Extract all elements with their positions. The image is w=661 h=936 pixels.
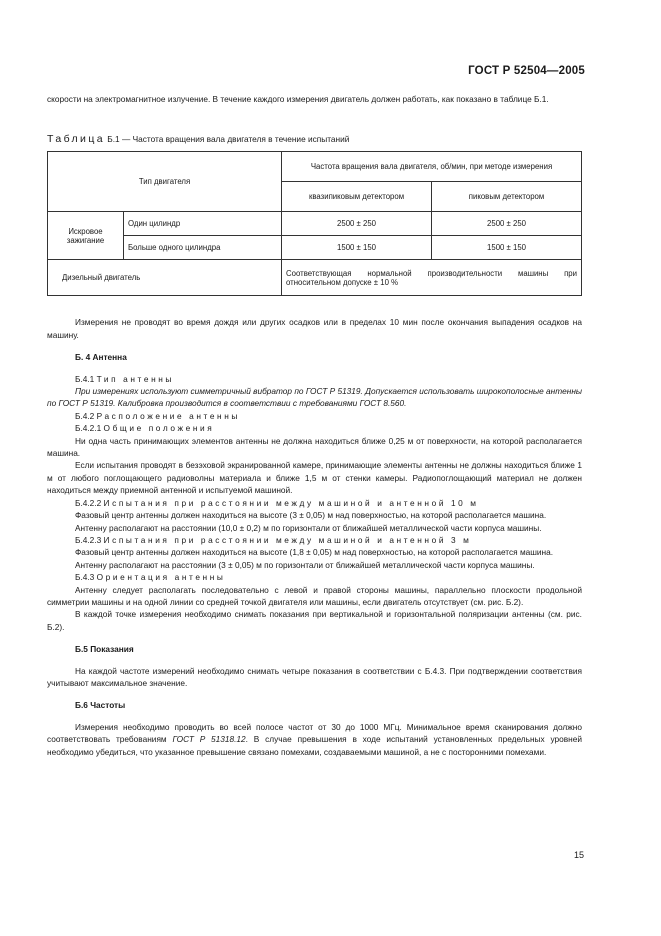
b42-title: Расположение антенны — [96, 410, 240, 421]
row-multi-cylinder: Больше одного цилиндра — [124, 236, 282, 260]
header-frequency: Частота вращения вала двигателя, об/мин, при методе измерения — [282, 152, 582, 182]
b422-title: Испытания при расстоянии между машиной и антенной 10 м — [103, 497, 479, 508]
rain-paragraph: Измерения не проводят во время дождя или других осадков или в пределах 10 мин после окончания выпадения осадков на машину. — [47, 317, 582, 340]
cell-one-cyl-pk: 2500 ± 250 — [432, 212, 582, 236]
b43-paragraph-2: В каждой точке измерения необходимо снимать показания при вертикальной и горизонтальной поляризации антенны (см. рис. Б.2). — [47, 609, 582, 632]
b423-paragraph-1: Фазовый центр антенны должен находиться на высоте (1,8 ± 0,05) м над поверхностью, на которой располагается машина. — [75, 547, 554, 558]
page-number: 15 — [573, 850, 584, 860]
b41-heading — [47, 373, 582, 385]
cell-multi-cyl-pk: 1500 ± 150 — [432, 236, 582, 260]
b41-title: Тип антенны — [96, 373, 174, 384]
b421-paragraph-1: Ни одна часть принимающих элементов антенны не должна находиться ближе 0,25 м от поверхности, на которой располагается машина. — [47, 435, 582, 459]
table-caption-text: Б.1 — Частота вращения вала двигателя в течение испытаний — [107, 134, 350, 145]
b421-paragraph-2: Если испытания проводят в безэховой экранированной камере, принимающие элементы антенны не должны находиться ближе 1 м от любого поглощающего радиоволны материала и ближе 1,5 м от стенки камеры. Радиопоглощающий материал не должен находиться между приемной антенной и испытуемой машиной. — [47, 460, 582, 496]
b43-number: Б.4.3 — [75, 572, 95, 583]
row-spark-ignition: Искровое зажигание — [48, 212, 124, 260]
b422-paragraph-2: Антенну располагают на расстоянии (10,0 ± 0,2) м по горизонтали от ближайшей металлической части корпуса машины. — [75, 522, 542, 533]
header-peak: пиковым детектором — [432, 182, 582, 212]
header-engine-type: Тип двигателя — [48, 152, 282, 212]
section-b4-title: Б. 4 Антенна — [75, 352, 127, 363]
b41-number: Б.4.1 — [75, 373, 95, 384]
b6-text-b: . В случае превышения в ходе испытаний установленных предельных уровней необходимо убедиться, что указанное превышение связано помехами, создаваемыми машиной, а не с посторонними помехами. — [47, 734, 582, 757]
intro-paragraph: скорости на электромагнитное излучение. В течение каждого измерения двигатель должен работать, как показано в таблице Б.1. — [47, 94, 549, 104]
section-b5-title: Б.5 Показания — [75, 644, 134, 655]
b43-title: Ориентация антенны — [96, 572, 226, 583]
b421-title: Общие положения — [103, 423, 215, 434]
engine-speed-table — [47, 151, 582, 296]
b423-paragraph-2: Антенну располагают на расстоянии (3 ± 0,05) м по горизонтали от ближайшей металлической части корпуса машины. — [75, 559, 535, 570]
cell-one-cyl-qp: 2500 ± 250 — [282, 212, 432, 236]
b42-number: Б.4.2 — [75, 410, 95, 421]
b6-text-a: Измерения необходимо проводить во всей полосе частот от 30 до 1000 МГц. Минимальное время сканирования должно соответствовать требованиям — [47, 721, 582, 745]
b421-number: Б.4.2.1 — [75, 423, 102, 434]
b41-text: При измерениях используют симметричный вибратор по ГОСТ Р 51319. Допускается использовать широкополосные антенны по ГОСТ Р 51319. Калибровка производится в соответствии с требованиями ГОСТ 8.560. — [47, 386, 582, 409]
b423-heading — [47, 534, 582, 546]
b6-reference: ГОСТ Р 51318.12 — [172, 734, 246, 745]
b43-paragraph-1: Антенну следует располагать последовательно с левой и правой стороны машины, параллельно плоскости продольной симметрии машины и на одной линии со средней точкой двигателя или машины, если двигатель отсутствует (см. рис. Б.2). — [47, 584, 582, 607]
b421-heading — [47, 422, 582, 434]
b423-title: Испытания при расстоянии между машиной и антенной 3 м — [103, 534, 472, 545]
row-diesel: Дизельный двигатель — [48, 260, 282, 296]
row-one-cylinder: Один цилиндр — [124, 212, 282, 236]
b422-paragraph-1: Фазовый центр антенны должен находиться на высоте (3 ± 0,05) м над поверхностью, на которой располагается машина. — [75, 510, 547, 521]
b422-heading — [47, 497, 582, 509]
b43-heading — [47, 571, 582, 583]
cell-multi-cyl-qp: 1500 ± 150 — [282, 236, 432, 260]
b423-number: Б.4.2.3 — [75, 534, 102, 545]
b42-heading — [47, 410, 582, 422]
b5-paragraph: На каждой частоте измерений необходимо снимать четыре показания в соответствии с Б.4.3. При подтверждении соответствия учитывают максимальное значение. — [47, 665, 582, 688]
cell-diesel-value: Соответствующая нормальной производительности машины при относительном допуске ± 10 % — [282, 260, 582, 296]
section-b6-title: Б.6 Частоты — [75, 700, 126, 711]
b422-number: Б.4.2.2 — [75, 497, 102, 508]
running-header: ГОСТ Р 52504—2005 — [468, 65, 585, 77]
header-quasipeak: квазипиковым детектором — [282, 182, 432, 212]
table-caption-word: Таблица — [47, 133, 105, 146]
b6-paragraph — [47, 721, 582, 758]
table-caption — [47, 133, 582, 145]
page-body — [47, 93, 582, 758]
